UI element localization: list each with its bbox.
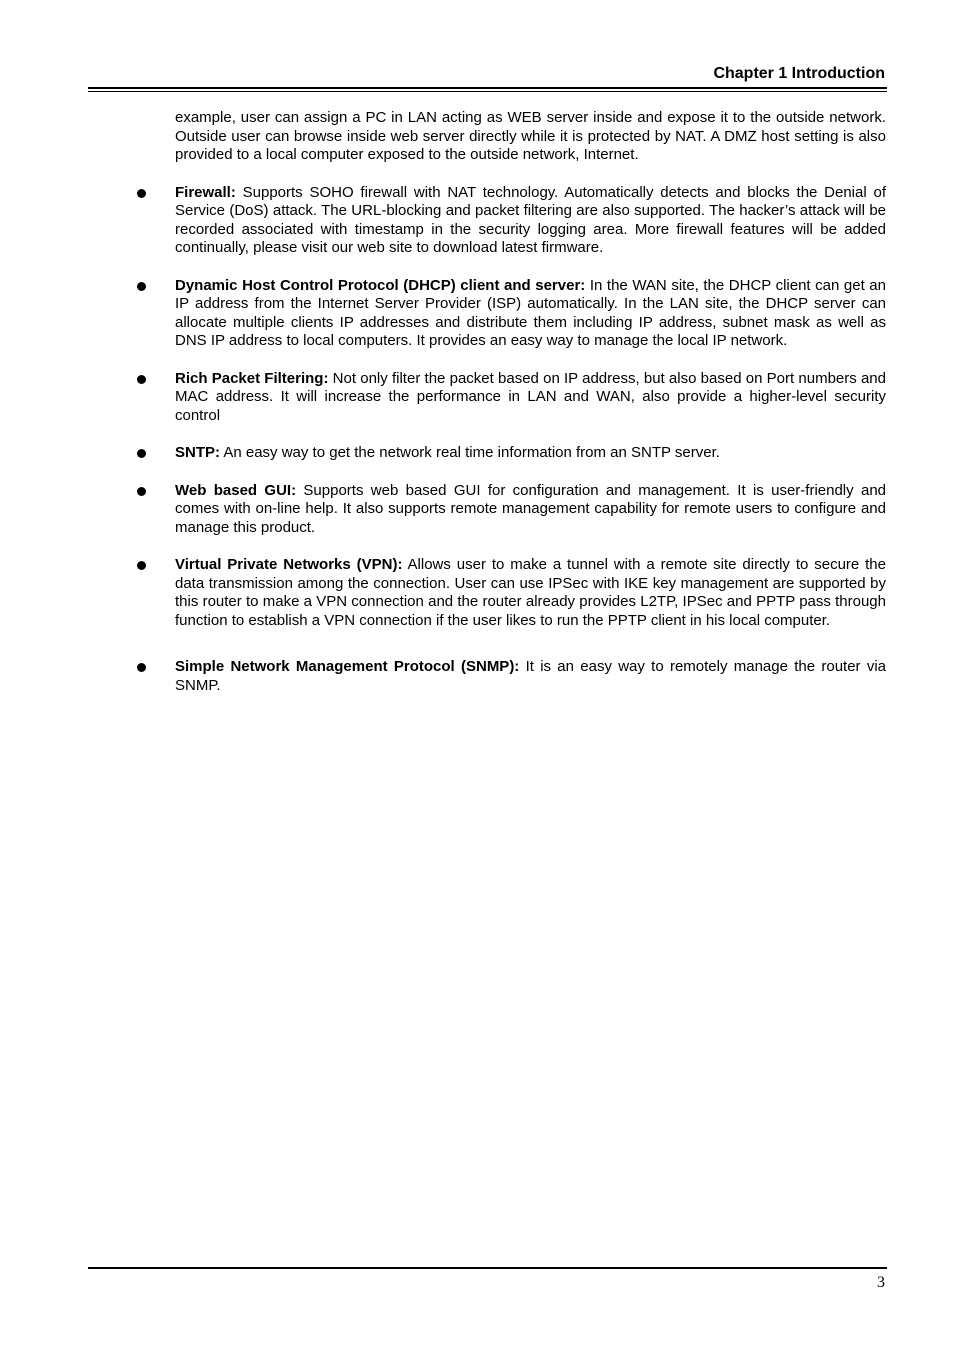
feature-term: Simple Network Management Protocol (SNMP): [175, 658, 520, 675]
feature-term: SNTP: [175, 444, 220, 461]
feature-text [175, 184, 886, 258]
feature-text [175, 658, 886, 695]
feature-text [175, 370, 886, 426]
feature-description: Supports web based GUI for configuration and management. It is user-friendly and comes with on-line help. It also supports remote management capability for remote users to configure and manage this product. [175, 481, 887, 536]
bullet-icon [137, 189, 146, 198]
bullet-icon [137, 449, 146, 458]
bullet-icon [137, 282, 146, 291]
intro-paragraph: example, user can assign a PC in LAN acting as WEB server inside and expose it to the outside network. Outside user can browse inside web server directly while it is protected by NAT. A DMZ host setting is also provided to a local computer exposed to the outside network, Internet. [175, 109, 886, 163]
bullet-icon [137, 487, 146, 496]
feature-description: Supports SOHO firewall with NAT technology. Automatically detects and blocks the Denial of Service (DoS) attack. The URL-blocking and packet filtering are also supported. The hacker’s attack will be recorded associated with timestamp in the security logging area. More firewall features will be added continually, please visit our web site to download latest firmware. [175, 183, 886, 256]
feature-description: Not only filter the packet based on IP address, but also based on Port numbers and MAC address. It will increase the performance in LAN and WAN, also provide a higher-level security control [175, 369, 886, 424]
feature-web-gui [175, 482, 886, 538]
chapter-title: Chapter 1 Introduction [713, 65, 885, 82]
feature-sntp [175, 444, 886, 463]
bullet-icon [137, 561, 146, 570]
page-footer [88, 1267, 887, 1293]
feature-term: Dynamic Host Control Protocol (DHCP) client and server: [175, 276, 586, 294]
feature-firewall [175, 184, 886, 258]
feature-packet-filtering [175, 370, 886, 426]
page-header [88, 64, 887, 92]
feature-term: Firewall: [175, 183, 236, 201]
feature-description: An easy way to get the network real time information from an SNTP server. [220, 444, 720, 461]
feature-text [175, 277, 886, 351]
feature-vpn [175, 556, 886, 630]
bullet-icon [137, 375, 146, 384]
feature-description: Allows user to make a tunnel with a remote site directly to secure the data transmission among the connection. User can use IPSec with IKE key management are supported by this router to make a VPN connection and the router already provides L2TP, IPSec and PPTP pass through function to establish a VPN connection if the user likes to run the PPTP client in his local computer. [175, 556, 886, 629]
feature-text [175, 556, 886, 630]
bullet-icon [137, 663, 146, 672]
header-rule-thin [88, 91, 887, 92]
feature-dhcp [175, 277, 886, 351]
feature-term: Web based GUI: [175, 481, 297, 499]
feature-snmp [175, 658, 886, 695]
feature-text [175, 444, 886, 463]
page-content [175, 109, 886, 695]
feature-description: It is an easy way to remotely manage the router via SNMP. [175, 658, 887, 694]
feature-description: In the WAN site, the DHCP client can get an IP address from the Internet Server Provider (ISP) automatically. In the LAN site, the DHCP server can allocate multiple clients IP addresses and distribute them including IP address, subnet mask as well as DNS IP address to local computers. It provides an easy way to manage the local IP network. [175, 276, 886, 349]
feature-term: Virtual Private Networks (VPN): [175, 556, 403, 573]
page-number: 3 [877, 1274, 885, 1291]
footer-rule [88, 1267, 887, 1269]
feature-term: Rich Packet Filtering: [175, 369, 329, 387]
feature-text [175, 482, 886, 538]
header-rule [88, 87, 887, 89]
